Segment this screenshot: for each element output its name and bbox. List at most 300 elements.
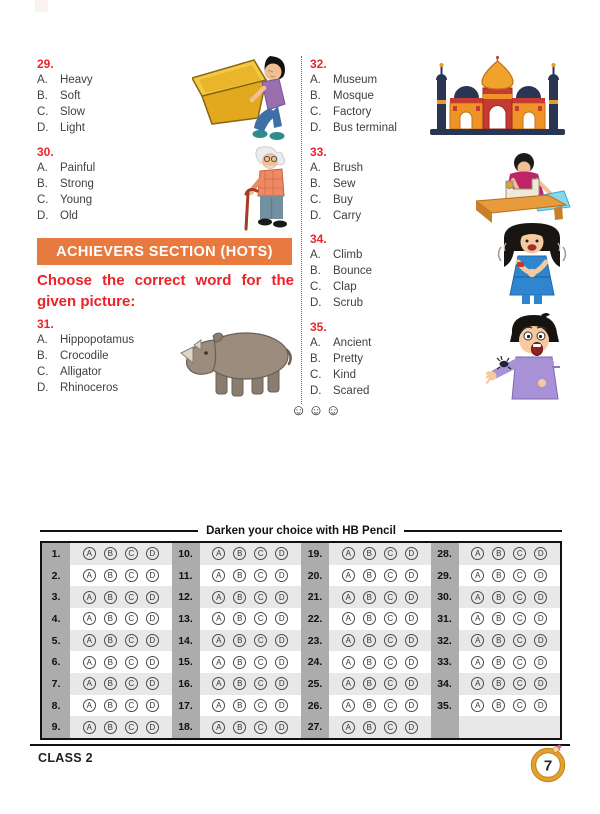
omr-bubble-row [200,543,302,565]
option-letter: B. [310,178,321,190]
omr-bubble-34C[interactable]: C [513,677,526,690]
omr-bubble-14A[interactable]: A [212,634,225,647]
option-letter: C. [310,369,322,381]
omr-bubble-9C[interactable]: C [125,721,138,734]
omr-bubble-9D[interactable]: D [146,721,159,734]
omr-bubble-14B[interactable]: B [233,634,246,647]
omr-bubble-34D[interactable]: D [534,677,547,690]
omr-question-number: 23. [301,630,329,652]
omr-row [42,716,172,738]
instruction-text: Choose the correct word for the given picture: [37,272,294,310]
omr-bubble-8B[interactable]: B [104,699,117,712]
option-text: Brush [333,162,364,174]
omr-bubble-1B[interactable]: B [104,547,117,560]
omr-bubble-21D[interactable]: D [405,591,418,604]
omr-bubble-8D[interactable]: D [146,699,159,712]
omr-bubble-28A[interactable]: A [471,547,484,560]
omr-bubble-11A[interactable]: A [212,569,225,582]
omr-bubble-row [200,651,302,673]
omr-bubble-5A[interactable]: A [83,634,96,647]
omr-bubble-24D[interactable]: D [405,656,418,669]
omr-bubble-19B[interactable]: B [363,547,376,560]
option-letter: C. [310,194,322,206]
omr-row [172,608,302,630]
question-number: 29. [37,57,54,71]
omr-bubble-28D[interactable]: D [534,547,547,560]
option-text: Ancient [333,337,372,349]
omr-bubble-23C[interactable]: C [384,634,397,647]
omr-bubble-11D[interactable]: D [275,569,288,582]
omr-bubble-29C[interactable]: C [513,569,526,582]
omr-question-number: 33. [431,651,459,673]
question-number: 32. [310,57,327,71]
omr-bubble-25B[interactable]: B [363,677,376,690]
option-text: Scared [333,385,370,397]
omr-bubble-21B[interactable]: B [363,591,376,604]
omr-bubble-row [200,695,302,717]
option-letter: B. [310,90,321,102]
option-d[interactable] [310,383,460,399]
omr-bubble-33C[interactable]: C [513,656,526,669]
omr-question-number: 28. [431,543,459,565]
option-text: Factory [333,106,372,118]
option-d[interactable] [37,208,187,224]
omr-bubble-26C[interactable]: C [384,699,397,712]
option-letter: A. [37,334,48,346]
omr-bubble-5C[interactable]: C [125,634,138,647]
omr-bubble-26A[interactable]: A [342,699,355,712]
omr-bubble-7D[interactable]: D [146,677,159,690]
omr-row [42,565,172,587]
omr-bubble-33D[interactable]: D [534,656,547,669]
option-text: Carry [333,210,362,222]
omr-question-number: 5. [42,630,70,652]
option-c[interactable] [37,192,187,208]
question-number: 30. [37,145,54,159]
omr-bubble-21A[interactable]: A [342,591,355,604]
omr-bubble-5D[interactable]: D [146,634,159,647]
omr-question-number: 15. [172,651,200,673]
omr-bubble-10A[interactable]: A [212,547,225,560]
omr-bubble-27D[interactable]: D [405,721,418,734]
option-letter: D. [37,210,49,222]
omr-bubble-15D[interactable]: D [275,656,288,669]
option-letter: B. [37,350,48,362]
option-b[interactable] [37,176,187,192]
omr-bubble-row [200,673,302,695]
option-text: Kind [333,369,357,381]
omr-question-number: 31. [431,608,459,630]
omr-question-number: 3. [42,586,70,608]
omr-bubble-31A[interactable]: A [471,612,484,625]
option-d[interactable] [310,208,460,224]
omr-row [172,695,302,717]
option-b[interactable] [310,176,460,192]
question-31 [37,316,187,396]
option-text: Strong [60,178,94,190]
omr-bubble-29A[interactable]: A [471,569,484,582]
omr-bubble-15C[interactable]: C [254,656,267,669]
option-letter: D. [310,122,322,134]
omr-bubble-2C[interactable]: C [125,569,138,582]
omr-bubble-35B[interactable]: B [492,699,505,712]
omr-bubble-11C[interactable]: C [254,569,267,582]
option-letter: A. [310,162,321,174]
omr-bubble-18D[interactable]: D [275,721,288,734]
omr-bubble-2A[interactable]: A [83,569,96,582]
omr-bubble-30A[interactable]: A [471,591,484,604]
omr-question-number: 1. [42,543,70,565]
omr-question-number: 25. [301,673,329,695]
option-letter: B. [310,265,321,277]
omr-bubble-8A[interactable]: A [83,699,96,712]
omr-question-number [431,716,459,738]
omr-bubble-31D[interactable]: D [534,612,547,625]
omr-bubble-10B[interactable]: B [233,547,246,560]
omr-bubble-13D[interactable]: D [275,612,288,625]
omr-bubble-row [200,586,302,608]
option-text: Slow [60,106,85,118]
omr-bubble-4D[interactable]: D [146,612,159,625]
omr-row [42,651,172,673]
omr-bubble-row [200,608,302,630]
omr-bubble-22B[interactable]: B [363,612,376,625]
option-b[interactable] [310,263,460,279]
option-letter: A. [37,74,48,86]
omr-bubble-row [200,565,302,587]
omr-bubble-30C[interactable]: C [513,591,526,604]
option-text: Pretty [333,353,364,365]
omr-bubble-2B[interactable]: B [104,569,117,582]
omr-bubble-29D[interactable]: D [534,569,547,582]
omr-row [301,608,431,630]
omr-bubble-35C[interactable]: C [513,699,526,712]
omr-bubble-row [70,716,172,738]
header-rule-left [40,530,198,532]
option-letter: D. [37,122,49,134]
omr-bubble-35A[interactable]: A [471,699,484,712]
omr-bubble-10C[interactable]: C [254,547,267,560]
omr-bubble-3A[interactable]: A [83,591,96,604]
omr-bubble-14D[interactable]: D [275,634,288,647]
omr-bubble-1C[interactable]: C [125,547,138,560]
omr-question-number: 19. [301,543,329,565]
option-letter: C. [310,106,322,118]
omr-bubble-34B[interactable]: B [492,677,505,690]
option-letter: A. [37,162,48,174]
option-c[interactable] [310,367,460,383]
omr-bubble-8C[interactable]: C [125,699,138,712]
omr-bubble-1A[interactable]: A [83,547,96,560]
omr-bubble-28B[interactable]: B [492,547,505,560]
omr-bubble-18A[interactable]: A [212,721,225,734]
omr-bubble-19D[interactable]: D [405,547,418,560]
option-b[interactable] [310,351,460,367]
option-text: Bus terminal [333,122,397,134]
option-d[interactable] [37,380,187,396]
omr-bubble-26B[interactable]: B [363,699,376,712]
omr-bubble-row [70,630,172,652]
option-letter: D. [310,385,322,397]
girl-clapping-illustration [494,221,570,306]
omr-bubble-18B[interactable]: B [233,721,246,734]
option-a[interactable] [310,247,460,263]
option-text: Sew [333,178,356,190]
omr-bubble-16D[interactable]: D [275,677,288,690]
option-letter: D. [310,210,322,222]
omr-question-number: 27. [301,716,329,738]
omr-bubble-row [200,716,302,738]
omr-bubble-20A[interactable]: A [342,569,355,582]
mosque-illustration [430,56,565,138]
omr-bubble-27B[interactable]: B [363,721,376,734]
omr-bubble-13B[interactable]: B [233,612,246,625]
omr-row [172,543,302,565]
omr-question-number: 13. [172,608,200,630]
question-number: 33. [310,145,327,159]
omr-bubble-16C[interactable]: C [254,677,267,690]
question-number: 34. [310,232,327,246]
header-rule-right [404,530,562,532]
omr-bubble-18C[interactable]: C [254,721,267,734]
omr-bubble-17A[interactable]: A [212,699,225,712]
omr-bubble-34A[interactable]: A [471,677,484,690]
option-letter: B. [37,90,48,102]
omr-row [301,586,431,608]
omr-bubble-35D[interactable]: D [534,699,547,712]
question-33 [310,144,460,224]
omr-bubble-16B[interactable]: B [233,677,246,690]
omr-bubble-30B[interactable]: B [492,591,505,604]
omr-bubble-33A[interactable]: A [471,656,484,669]
omr-bubble-row [329,543,431,565]
omr-question-number: 11. [172,565,200,587]
omr-bubble-30D[interactable]: D [534,591,547,604]
omr-bubble-17C[interactable]: C [254,699,267,712]
omr-question-number: 24. [301,651,329,673]
omr-bubble-4A[interactable]: A [83,612,96,625]
omr-bubble-2D[interactable]: D [146,569,159,582]
omr-bubble-12D[interactable]: D [275,591,288,604]
question-number: 31. [37,317,54,331]
omr-row [431,630,561,652]
omr-bubble-27A[interactable]: A [342,721,355,734]
omr-bubble-7C[interactable]: C [125,677,138,690]
option-a[interactable] [310,335,460,351]
omr-row [431,716,561,738]
omr-bubble-4C[interactable]: C [125,612,138,625]
omr-bubble-row [459,586,561,608]
column-divider [301,56,302,404]
option-text: Clap [333,281,357,293]
omr-bubble-1D[interactable]: D [146,547,159,560]
omr-bubble-32D[interactable]: D [534,634,547,647]
omr-bubble-row [459,565,561,587]
omr-bubble-24A[interactable]: A [342,656,355,669]
omr-bubble-32B[interactable]: B [492,634,505,647]
omr-bubble-6C[interactable]: C [125,656,138,669]
omr-bubble-25C[interactable]: C [384,677,397,690]
omr-bubble-row [70,673,172,695]
omr-question-number: 9. [42,716,70,738]
omr-bubble-row [329,608,431,630]
omr-row [172,673,302,695]
omr-column-1 [42,543,172,738]
omr-bubble-22A[interactable]: A [342,612,355,625]
omr-bubble-26D[interactable]: D [405,699,418,712]
omr-bubble-23D[interactable]: D [405,634,418,647]
omr-row [431,695,561,717]
omr-bubble-12C[interactable]: C [254,591,267,604]
omr-bubble-29B[interactable]: B [492,569,505,582]
omr-question-number: 32. [431,630,459,652]
option-a[interactable] [37,72,187,88]
omr-bubble-22C[interactable]: C [384,612,397,625]
rhinoceros-illustration [180,320,295,400]
omr-bubble-20C[interactable]: C [384,569,397,582]
option-text: Old [60,210,78,222]
omr-bubble-9A[interactable]: A [83,721,96,734]
question-30 [37,144,187,224]
omr-question-number: 29. [431,565,459,587]
omr-bubble-13C[interactable]: C [254,612,267,625]
option-c[interactable] [37,364,187,380]
option-a[interactable] [37,160,187,176]
omr-bubble-12B[interactable]: B [233,591,246,604]
option-d[interactable] [310,295,460,311]
omr-row [431,586,561,608]
omr-bubble-row [70,695,172,717]
omr-row [301,695,431,717]
omr-row [172,716,302,738]
omr-bubble-6D[interactable]: D [146,656,159,669]
option-letter: C. [37,366,49,378]
omr-bubble-row [459,695,561,717]
omr-bubble-14C[interactable]: C [254,634,267,647]
omr-bubble-6A[interactable]: A [83,656,96,669]
omr-bubble-12A[interactable]: A [212,591,225,604]
option-text: Light [60,122,85,134]
option-c[interactable] [310,279,460,295]
omr-question-number: 18. [172,716,200,738]
omr-bubble-11B[interactable]: B [233,569,246,582]
option-text: Rhinoceros [60,382,119,394]
option-text: Scrub [333,297,364,309]
omr-question-number: 6. [42,651,70,673]
omr-bubble-13A[interactable]: A [212,612,225,625]
option-letter: D. [37,382,49,394]
option-text: Crocodile [60,350,109,362]
option-c[interactable] [37,104,187,120]
option-text: Museum [333,74,378,86]
option-text: Mosque [333,90,374,102]
omr-bubble-27C[interactable]: C [384,721,397,734]
omr-question-number: 21. [301,586,329,608]
omr-bubble-row [70,586,172,608]
omr-bubble-31C[interactable]: C [513,612,526,625]
option-text: Heavy [60,74,93,86]
omr-bubble-20D[interactable]: D [405,569,418,582]
option-a[interactable] [37,332,187,348]
omr-header [40,525,562,537]
omr-bubble-row [329,716,431,738]
omr-bubble-3C[interactable]: C [125,591,138,604]
page-number-badge [528,744,568,784]
option-c[interactable] [310,192,460,208]
omr-bubble-7A[interactable]: A [83,677,96,690]
option-b[interactable] [37,348,187,364]
omr-row [172,586,302,608]
boy-carrying-heavy-box-illustration [192,52,292,142]
omr-column-4 [431,543,561,738]
omr-bubble-9B[interactable]: B [104,721,117,734]
omr-bubble-23B[interactable]: B [363,634,376,647]
omr-bubble-17B[interactable]: B [233,699,246,712]
omr-bubble-15B[interactable]: B [233,656,246,669]
omr-bubble-15A[interactable]: A [212,656,225,669]
omr-question-number: 2. [42,565,70,587]
omr-bubble-19C[interactable]: C [384,547,397,560]
footer-rule [30,744,570,746]
omr-bubble-row [70,543,172,565]
option-text: Climb [333,249,363,261]
option-a[interactable] [310,160,460,176]
omr-bubble-5B[interactable]: B [104,634,117,647]
omr-question-number: 10. [172,543,200,565]
omr-bubble-4B[interactable]: B [104,612,117,625]
omr-bubble-24B[interactable]: B [363,656,376,669]
omr-bubble-19A[interactable]: A [342,547,355,560]
woman-sewing-machine-illustration [476,153,571,226]
omr-row [42,695,172,717]
omr-bubble-17D[interactable]: D [275,699,288,712]
omr-bubble-row [329,673,431,695]
omr-row [42,543,172,565]
omr-bubble-24C[interactable]: C [384,656,397,669]
omr-bubble-25A[interactable]: A [342,677,355,690]
omr-row [431,608,561,630]
option-d[interactable] [37,120,187,136]
omr-question-number: 35. [431,695,459,717]
omr-bubble-7B[interactable]: B [104,677,117,690]
omr-bubble-22D[interactable]: D [405,612,418,625]
omr-bubble-6B[interactable]: B [104,656,117,669]
omr-bubble-21C[interactable]: C [384,591,397,604]
omr-column-3 [301,543,431,738]
option-b[interactable] [37,88,187,104]
option-letter: C. [310,281,322,293]
option-text: Soft [60,90,81,102]
option-text: Buy [333,194,353,206]
omr-bubble-3D[interactable]: D [146,591,159,604]
omr-bubble-25D[interactable]: D [405,677,418,690]
omr-question-number: 26. [301,695,329,717]
omr-bubble-32C[interactable]: C [513,634,526,647]
omr-bubble-23A[interactable]: A [342,634,355,647]
omr-bubble-28C[interactable]: C [513,547,526,560]
omr-bubble-3B[interactable]: B [104,591,117,604]
omr-bubble-10D[interactable]: D [275,547,288,560]
omr-bubble-33B[interactable]: B [492,656,505,669]
omr-row [301,716,431,738]
omr-row [431,651,561,673]
omr-bubble-31B[interactable]: B [492,612,505,625]
omr-question-number: 4. [42,608,70,630]
omr-bubble-16A[interactable]: A [212,677,225,690]
omr-bubble-20B[interactable]: B [363,569,376,582]
omr-row [172,651,302,673]
omr-bubble-32A[interactable]: A [471,634,484,647]
